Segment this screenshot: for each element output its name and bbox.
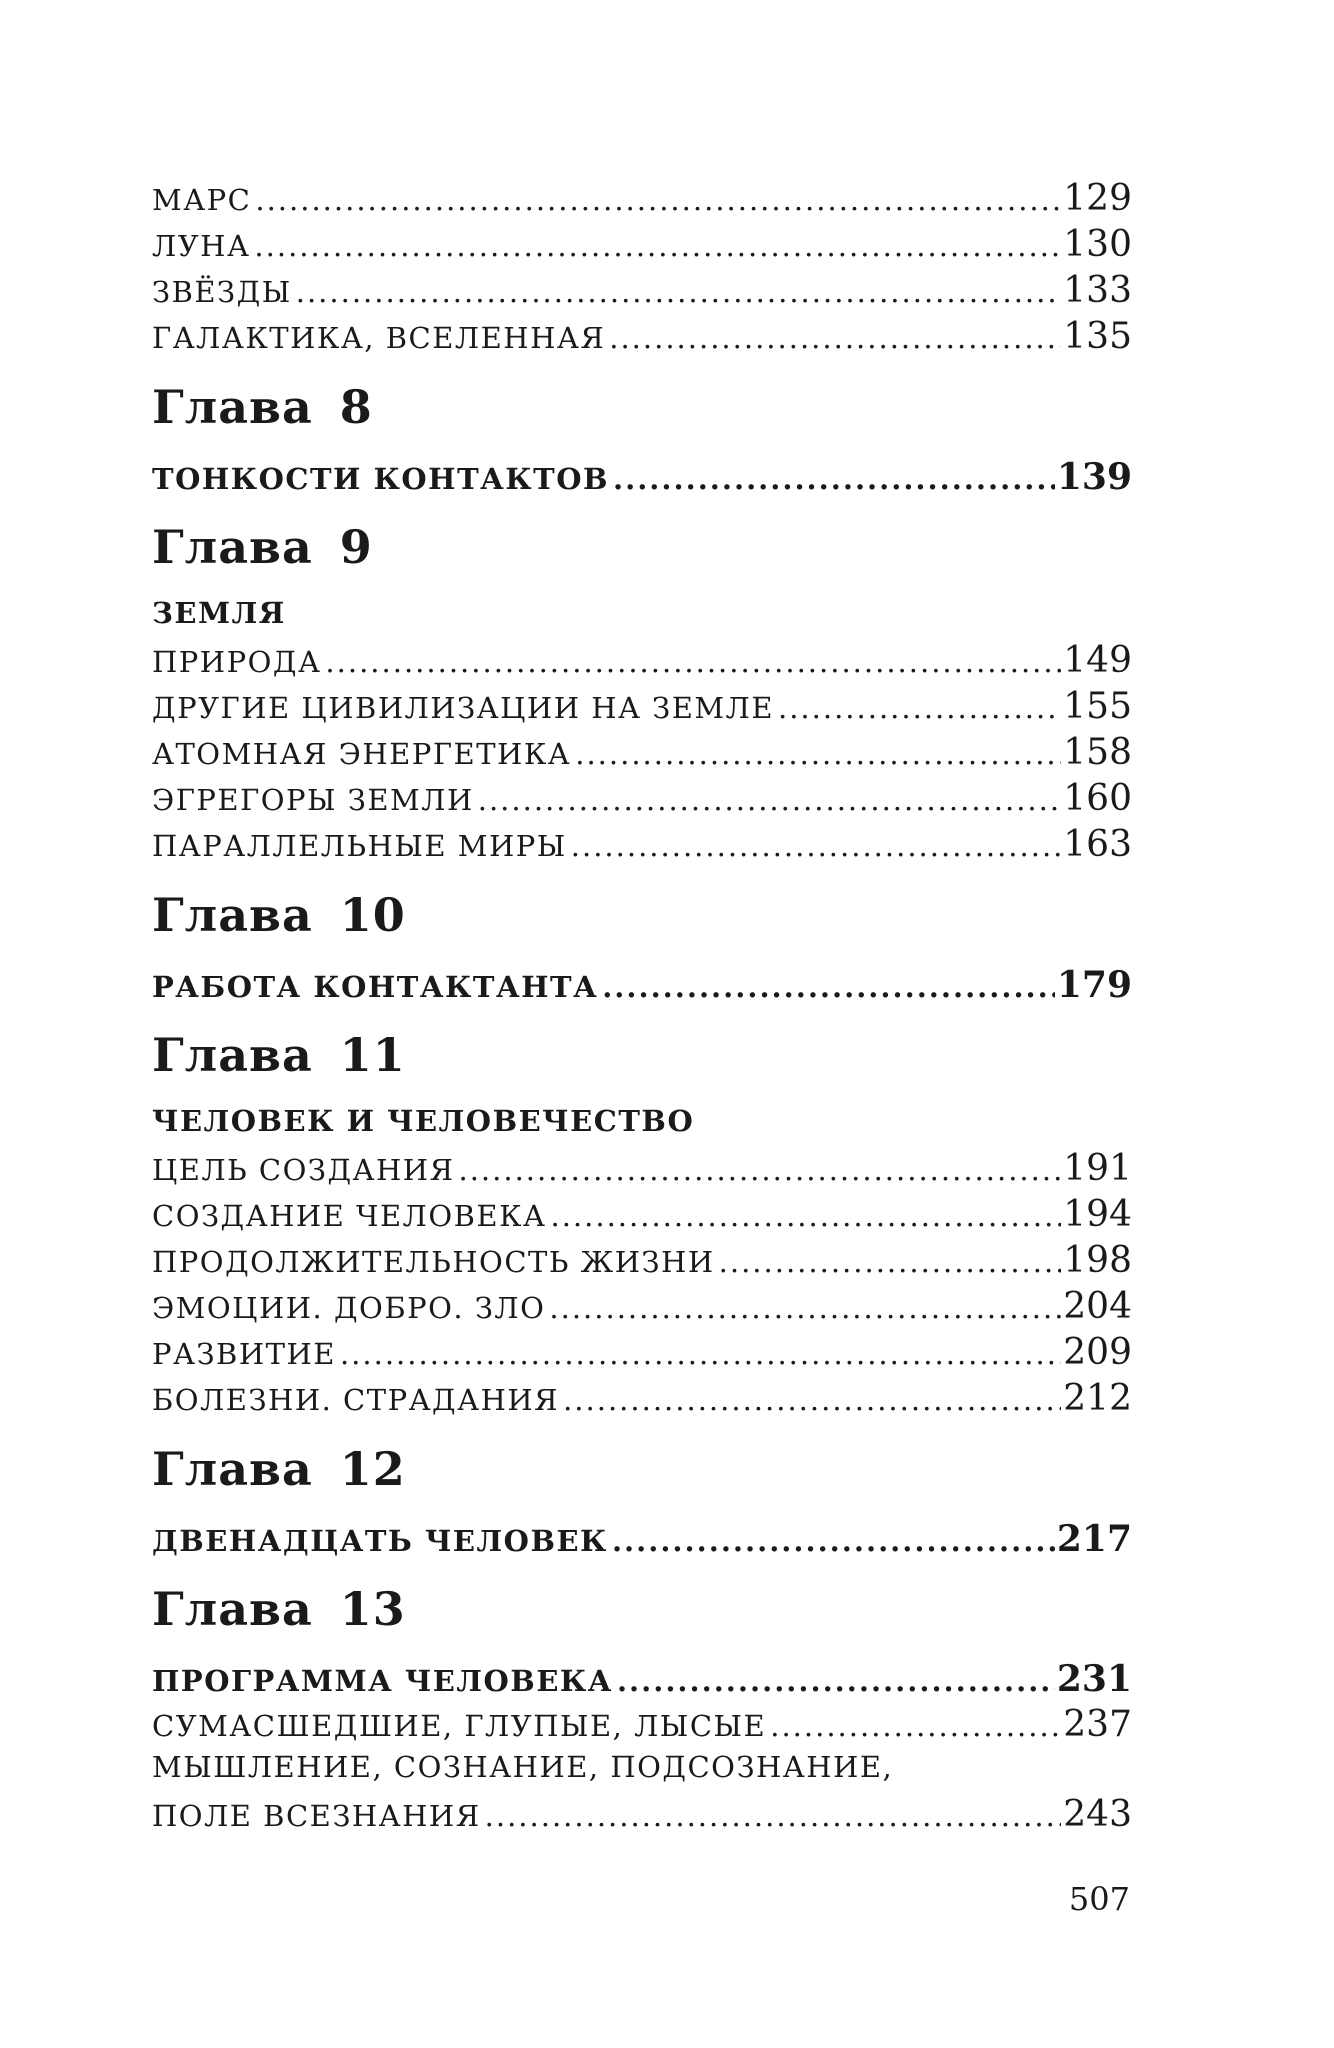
toc-entry-page: 191 [1063,1148,1132,1189]
dot-leader [602,970,1055,1004]
dot-leader [340,1337,1061,1371]
toc-entry-title: БОЛЕЗНИ. СТРАДАНИЯ [152,1383,560,1417]
toc-entry-title: РАЗВИТИЕ [152,1337,336,1371]
toc-entry-page: 237 [1063,1704,1132,1745]
toc-entry-page: 149 [1063,640,1132,681]
dot-leader [617,1664,1055,1698]
dot-leader [459,1153,1062,1187]
chapter-heading: Глава 9 [152,520,373,574]
toc-entry [152,686,1132,732]
toc-entry [152,1378,1132,1424]
table-of-contents [152,178,1132,1840]
toc-entry-title: АТОМНАЯ ЭНЕРГЕТИКА [152,737,572,771]
toc-entry-title: ЛУНА [152,229,251,263]
toc-entry [152,1286,1132,1332]
toc-entry-page: 139 [1056,456,1132,498]
dot-leader [770,1709,1061,1743]
toc-entry-page: 217 [1056,1518,1132,1560]
toc-entry [152,224,1132,270]
chapter-heading: Глава 12 [152,1442,406,1496]
dot-leader [571,829,1062,863]
toc-section-heading [152,596,1132,640]
toc-entry [152,1518,1132,1564]
toc-entry-page: 204 [1063,1286,1132,1327]
toc-entry-title: СУМАСШЕДШИЕ, ГЛУПЫЕ, ЛЫСЫЕ [152,1709,767,1743]
dot-leader [609,321,1061,355]
dot-leader [255,183,1061,217]
toc-entry-title: ЗЕМЛЯ [152,596,286,630]
dot-leader [778,691,1061,725]
toc-entry-page: 179 [1056,964,1132,1006]
toc-entry-title: ЦЕЛЬ СОЗДАНИЯ [152,1153,455,1187]
toc-entry-title: ТОНКОСТИ КОНТАКТОВ [152,462,610,496]
dot-leader [254,229,1061,263]
chapter-heading: Глава 11 [152,1028,406,1082]
toc-entry-page: 194 [1063,1194,1132,1235]
toc-entry [152,1658,1132,1704]
toc-entry [152,1332,1132,1378]
toc-entry-page: 135 [1063,316,1132,357]
toc-entry [152,778,1132,824]
dot-leader [613,462,1055,496]
toc-entry [152,316,1132,362]
toc-entry-title: СОЗДАНИЕ ЧЕЛОВЕКА [152,1199,547,1233]
toc-entry-title: ЭМОЦИИ. ДОБРО. ЗЛО [152,1291,546,1325]
toc-entry [152,456,1132,502]
toc-entry [152,824,1132,870]
toc-entry-title: ДВЕНАДЦАТЬ ЧЕЛОВЕК [152,1524,608,1558]
toc-entry-title: ПОЛЕ ВСЕЗНАНИЯ [152,1799,481,1833]
toc-entry-title: ЗВЁЗДЫ [152,275,292,309]
toc-entry-title: МАРС [152,183,252,217]
toc-entry-title: РАБОТА КОНТАКТАНТА [152,970,599,1004]
page-number: 507 [1068,1880,1130,1918]
toc-entry-page: 129 [1063,178,1132,219]
toc-entry [152,964,1132,1010]
toc-entry-page: 130 [1063,224,1132,265]
toc-entry [152,270,1132,316]
dot-leader [325,645,1061,679]
dot-leader [549,1291,1061,1325]
toc-section-heading [152,1750,1132,1794]
toc-entry-title: МЫШЛЕНИЕ, СОЗНАНИЕ, ПОДСОЗНАНИЕ, [152,1750,894,1784]
dot-leader [551,1199,1062,1233]
toc-entry-title: ПАРАЛЛЕЛЬНЫЕ МИРЫ [152,829,567,863]
toc-entry-page: 158 [1063,732,1132,773]
toc-entry-page: 198 [1063,1240,1132,1281]
dot-leader [719,1245,1062,1279]
toc-entry [152,178,1132,224]
toc-entry [152,732,1132,778]
toc-entry-title: ПРОГРАММА ЧЕЛОВЕКА [152,1664,613,1698]
toc-entry-page: 133 [1063,270,1132,311]
chapter-heading: Глава 10 [152,888,406,942]
toc-entry [152,1240,1132,1286]
toc-entry-page: 163 [1063,824,1132,865]
dot-leader [485,1799,1062,1833]
toc-entry-page: 209 [1063,1332,1132,1373]
toc-entry-page: 231 [1056,1658,1132,1700]
dot-leader [612,1524,1055,1558]
toc-entry [152,640,1132,686]
toc-section-heading [152,1104,1132,1148]
toc-entry [152,1148,1132,1194]
toc-entry-title: ГАЛАКТИКА, ВСЕЛЕННАЯ [152,321,606,355]
toc-entry-page: 160 [1063,778,1132,819]
toc-entry [152,1794,1132,1840]
chapter-heading: Глава 8 [152,380,373,434]
toc-entry-page: 212 [1063,1378,1132,1419]
dot-leader [563,1383,1061,1417]
toc-entry-title: ДРУГИЕ ЦИВИЛИЗАЦИИ НА ЗЕМЛЕ [152,691,774,725]
toc-entry-title: ПРОДОЛЖИТЕЛЬНОСТЬ ЖИЗНИ [152,1245,715,1279]
toc-entry-title: ПРИРОДА [152,645,322,679]
toc-entry-page: 243 [1063,1794,1132,1835]
toc-entry-page: 155 [1063,686,1132,727]
toc-entry [152,1194,1132,1240]
dot-leader [478,783,1062,817]
dot-leader [296,275,1062,309]
toc-entry [152,1704,1132,1750]
dot-leader [575,737,1061,771]
toc-entry-title: ЭГРЕГОРЫ ЗЕМЛИ [152,783,474,817]
chapter-heading: Глава 13 [152,1582,406,1636]
toc-entry-title: ЧЕЛОВЕК И ЧЕЛОВЕЧЕСТВО [152,1104,695,1138]
